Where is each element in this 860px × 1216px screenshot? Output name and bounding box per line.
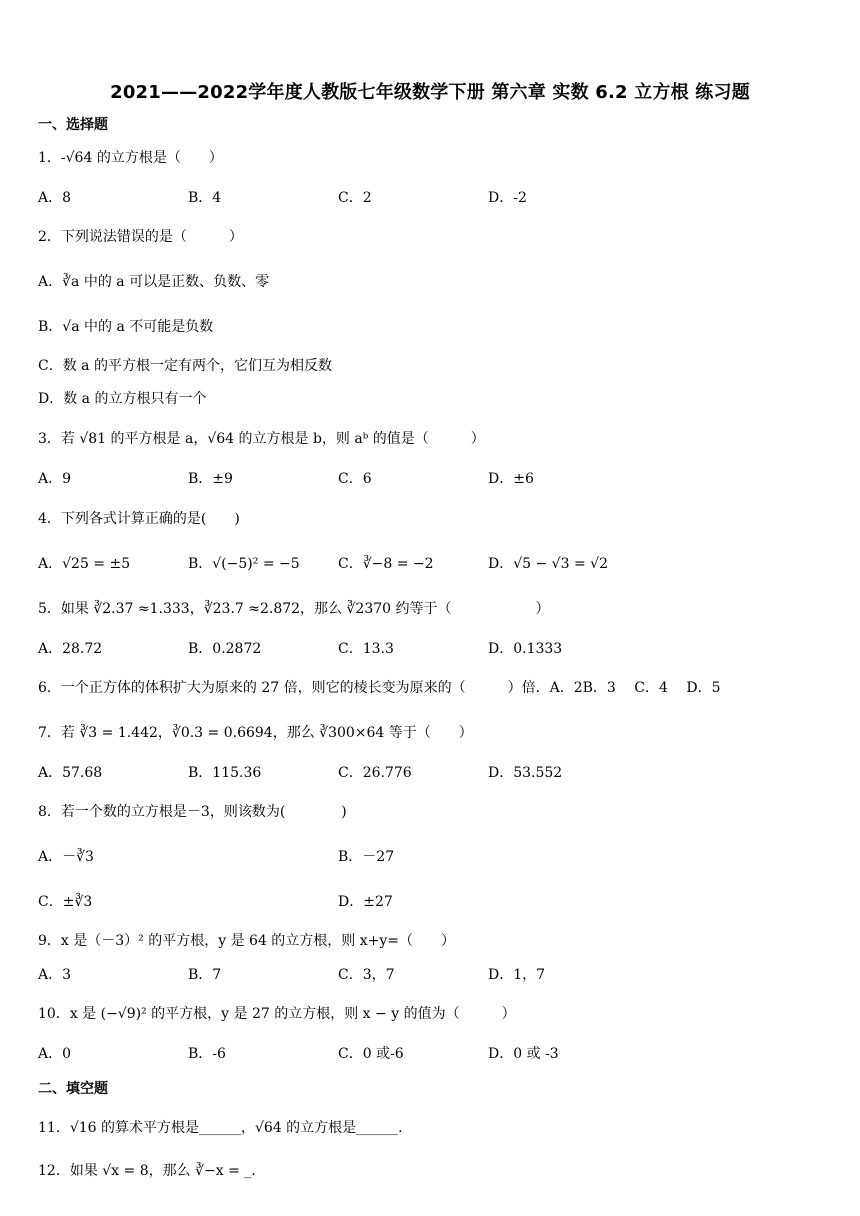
section-heading-fill-blank: 二、填空题	[38, 1081, 108, 1097]
q1-option-d: D．-2	[488, 190, 527, 206]
q2-option-b: B．√a 中的 a 不可能是负数	[38, 319, 214, 335]
question-8: 8．若一个数的立方根是－3，则该数为( )	[38, 804, 347, 820]
q4-option-c: C．∛−8 = −2	[338, 556, 434, 572]
q2-option-a: A．∛a 中的 a 可以是正数、负数、零	[38, 274, 270, 290]
q7-option-c: C．26.776	[338, 765, 412, 781]
section-heading-choice: 一、选择题	[38, 117, 108, 133]
question-4: 4．下列各式计算正确的是( )	[38, 511, 240, 527]
q7-option-b: B．115.36	[188, 765, 262, 781]
q10-option-b: B．-6	[188, 1046, 226, 1062]
question-2: 2．下列说法错误的是（ ）	[38, 229, 243, 245]
q4-option-a: A．√25 = ±5	[38, 556, 131, 572]
q1-option-b: B．4	[188, 190, 222, 206]
q1-option-a: A．8	[38, 190, 72, 206]
q8-option-a: A．－∛3	[38, 849, 94, 865]
question-3: 3．若 √81 的平方根是 a，√64 的立方根是 b，则 aᵇ 的值是（ ）	[38, 431, 485, 447]
q5-option-b: B．0.2872	[188, 641, 262, 657]
q9-option-b: B．7	[188, 967, 222, 983]
page-title: 2021——2022学年度人教版七年级数学下册 第六章 实数 6.2 立方根 练习题	[110, 82, 750, 103]
question-10: 10．x 是 (−√9)² 的平方根，y 是 27 的立方根，则 x − y 的值为（ ）	[38, 1006, 516, 1022]
question-9: 9．x 是（－3）² 的平方根，y 是 64 的立方根，则 x+y=（ ）	[38, 933, 456, 949]
q5-option-a: A．28.72	[38, 641, 103, 657]
q3-option-a: A．9	[38, 471, 72, 487]
q3-option-c: C．6	[338, 471, 372, 487]
q4-option-d: D．√5 − √3 = √2	[488, 556, 608, 572]
q5-option-d: D．0.1333	[488, 641, 563, 657]
question-12: 12．如果 √x = 8，那么 ∛−x = _.	[38, 1163, 256, 1179]
q2-option-d: D．数 a 的立方根只有一个	[38, 391, 207, 407]
q8-option-d: D．±27	[338, 894, 393, 910]
question-5: 5．如果 ∛2.37 ≈1.333，∛23.7 ≈2.872，那么 ∛2370 约等于（ ）	[38, 601, 550, 617]
q2-option-c: C．数 a 的平方根一定有两个，它们互为相反数	[38, 358, 332, 374]
question-6: 6．一个正方体的体积扩大为原来的 27 倍，则它的棱长变为原来的（ ）倍．A．2B．3 C．4 D．5	[38, 680, 721, 696]
q10-option-d: D．0 或 -3	[488, 1046, 559, 1062]
question-7: 7．若 ∛3 = 1.442，∛0.3 = 0.6694，那么 ∛300×64 等于（ ）	[38, 725, 473, 741]
q9-option-a: A．3	[38, 967, 72, 983]
q8-option-c: C．±∛3	[38, 894, 93, 910]
q10-option-a: A．0	[38, 1046, 72, 1062]
q4-option-b: B．√(−5)² = −5	[188, 556, 300, 572]
q8-option-b: B．－27	[338, 849, 395, 865]
q10-option-c: C．0 或-6	[338, 1046, 404, 1062]
q5-option-c: C．13.3	[338, 641, 394, 657]
q9-option-d: D．1，7	[488, 967, 546, 983]
q7-option-a: A．57.68	[38, 765, 103, 781]
question-11: 11．√16 的算术平方根是______，√64 的立方根是______.	[38, 1120, 403, 1136]
q7-option-d: D．53.552	[488, 765, 563, 781]
question-1: 1．-√64 的立方根是（ ）	[38, 150, 223, 166]
q3-option-b: B．±9	[188, 471, 233, 487]
q3-option-d: D．±6	[488, 471, 534, 487]
q1-option-c: C．2	[338, 190, 372, 206]
q9-option-c: C．3，7	[338, 967, 395, 983]
